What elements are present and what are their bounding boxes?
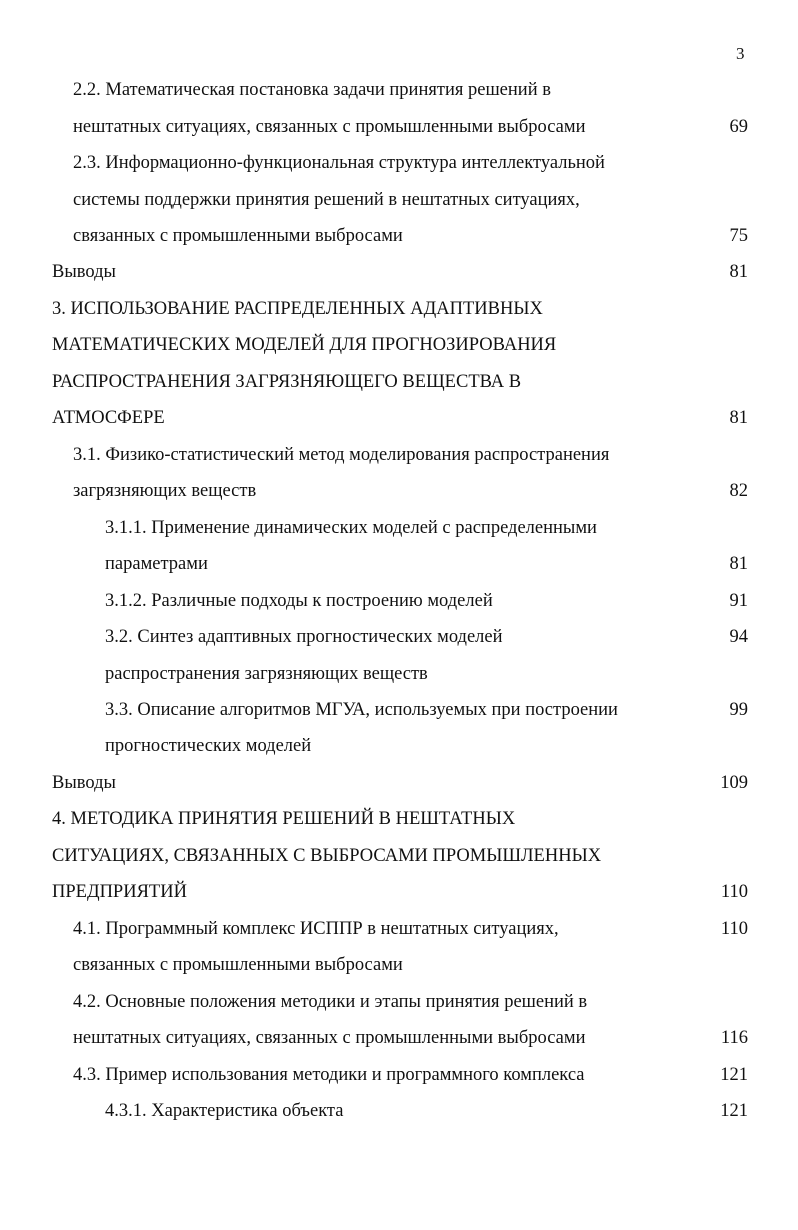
toc-line-text: 2.2. Математическая постановка задачи принятия решений в xyxy=(73,80,551,100)
toc-line xyxy=(0,76,798,104)
toc-line-page: 121 xyxy=(720,1065,748,1085)
toc-line-text: 4.3. Пример использования методики и программного комплекса xyxy=(73,1065,585,1085)
toc-line-page: 94 xyxy=(729,627,748,647)
toc-line-text: 3.1.1. Применение динамических моделей с распределенными xyxy=(105,518,597,538)
toc-line xyxy=(0,331,798,359)
toc-line xyxy=(0,222,798,250)
toc-line xyxy=(0,441,798,469)
toc-line-text: 3. ИСПОЛЬЗОВАНИЕ РАСПРЕДЕЛЕННЫХ АДАПТИВНЫХ xyxy=(52,299,543,319)
toc-line xyxy=(0,1024,798,1052)
toc-line-text: 4.1. Программный комплекс ИСППР в нештатных ситуациях, xyxy=(73,919,559,939)
toc-line-text: РАСПРОСТРАНЕНИЯ ЗАГРЯЗНЯЮЩЕГО ВЕЩЕСТВА В xyxy=(52,372,522,392)
toc-line-page: 110 xyxy=(720,882,748,902)
toc-line-text: ПРЕДПРИЯТИЙ xyxy=(52,882,187,902)
toc-line-page: 81 xyxy=(729,262,748,282)
toc-line-text: 4.3.1. Характеристика объекта xyxy=(105,1101,344,1121)
toc-line-page: 91 xyxy=(729,591,748,611)
toc-line xyxy=(0,951,798,979)
toc-line-text: связанных с промышленными выбросами xyxy=(73,955,403,975)
toc-line xyxy=(0,988,798,1016)
toc-line-text: 3.3. Описание алгоритмов МГУА, используемых при построении xyxy=(105,700,618,720)
toc-line-text: 3.1.2. Различные подходы к построению моделей xyxy=(105,591,493,611)
toc-line-page: 69 xyxy=(729,117,748,137)
toc-line-text: связанных с промышленными выбросами xyxy=(73,226,403,246)
toc-line-page: 109 xyxy=(720,773,748,793)
toc-line xyxy=(0,113,798,141)
toc-line xyxy=(0,368,798,396)
toc-line xyxy=(0,915,798,943)
toc-line-text: нештатных ситуациях, связанных с промышленными выбросами xyxy=(73,1028,586,1048)
toc-line-text: загрязняющих веществ xyxy=(73,481,257,501)
toc-line-text: Выводы xyxy=(52,773,116,793)
toc-line xyxy=(0,258,798,286)
toc-line xyxy=(0,1061,798,1089)
toc-line-page: 99 xyxy=(729,700,748,720)
toc-line xyxy=(0,587,798,615)
toc-line xyxy=(0,769,798,797)
toc-line-text: АТМОСФЕРЕ xyxy=(52,408,165,428)
toc-line-text: 4.2. Основные положения методики и этапы принятия решений в xyxy=(73,992,588,1012)
toc-line-text: МАТЕМАТИЧЕСКИХ МОДЕЛЕЙ ДЛЯ ПРОГНОЗИРОВАНИЯ xyxy=(52,335,557,355)
toc-line xyxy=(0,1097,798,1125)
toc-line-page: 81 xyxy=(729,408,748,428)
toc-line xyxy=(0,295,798,323)
toc-line-text: Выводы xyxy=(52,262,116,282)
toc-line-text: прогностических моделей xyxy=(105,736,312,756)
toc-line-page: 110 xyxy=(720,919,748,939)
toc-line-text: 2.3. Информационно-функциональная структура интеллектуальной xyxy=(73,153,605,173)
toc-line-text: параметрами xyxy=(105,554,208,574)
toc-line-text: 3.1. Физико-статистический метод моделирования распространения xyxy=(73,445,610,465)
toc-line xyxy=(0,514,798,542)
toc-line-page: 121 xyxy=(720,1101,748,1121)
toc-line xyxy=(0,149,798,177)
toc-line xyxy=(0,623,798,651)
toc-line xyxy=(0,696,798,724)
toc-line xyxy=(0,732,798,760)
toc-line xyxy=(0,878,798,906)
toc-line xyxy=(0,660,798,688)
toc-line-text: системы поддержки принятия решений в нештатных ситуациях, xyxy=(73,190,580,210)
toc-line xyxy=(0,805,798,833)
toc-line-page: 82 xyxy=(729,481,748,501)
toc-line xyxy=(0,550,798,578)
toc-line xyxy=(0,404,798,432)
toc-line xyxy=(0,186,798,214)
toc-line xyxy=(0,842,798,870)
page-number: 3 xyxy=(736,44,745,63)
toc-line-page: 75 xyxy=(729,226,748,246)
toc-line-text: 3.2. Синтез адаптивных прогностических моделей xyxy=(105,627,503,647)
toc-line xyxy=(0,477,798,505)
toc-line-page: 81 xyxy=(729,554,748,574)
toc-line-text: 4. МЕТОДИКА ПРИНЯТИЯ РЕШЕНИЙ В НЕШТАТНЫХ xyxy=(52,809,516,829)
toc-line-text: распространения загрязняющих веществ xyxy=(105,664,428,684)
toc-line-text: нештатных ситуациях, связанных с промышленными выбросами xyxy=(73,117,586,137)
toc-line-text: СИТУАЦИЯХ, СВЯЗАННЫХ С ВЫБРОСАМИ ПРОМЫШЛЕННЫХ xyxy=(52,846,602,866)
toc-line-page: 116 xyxy=(720,1028,748,1048)
